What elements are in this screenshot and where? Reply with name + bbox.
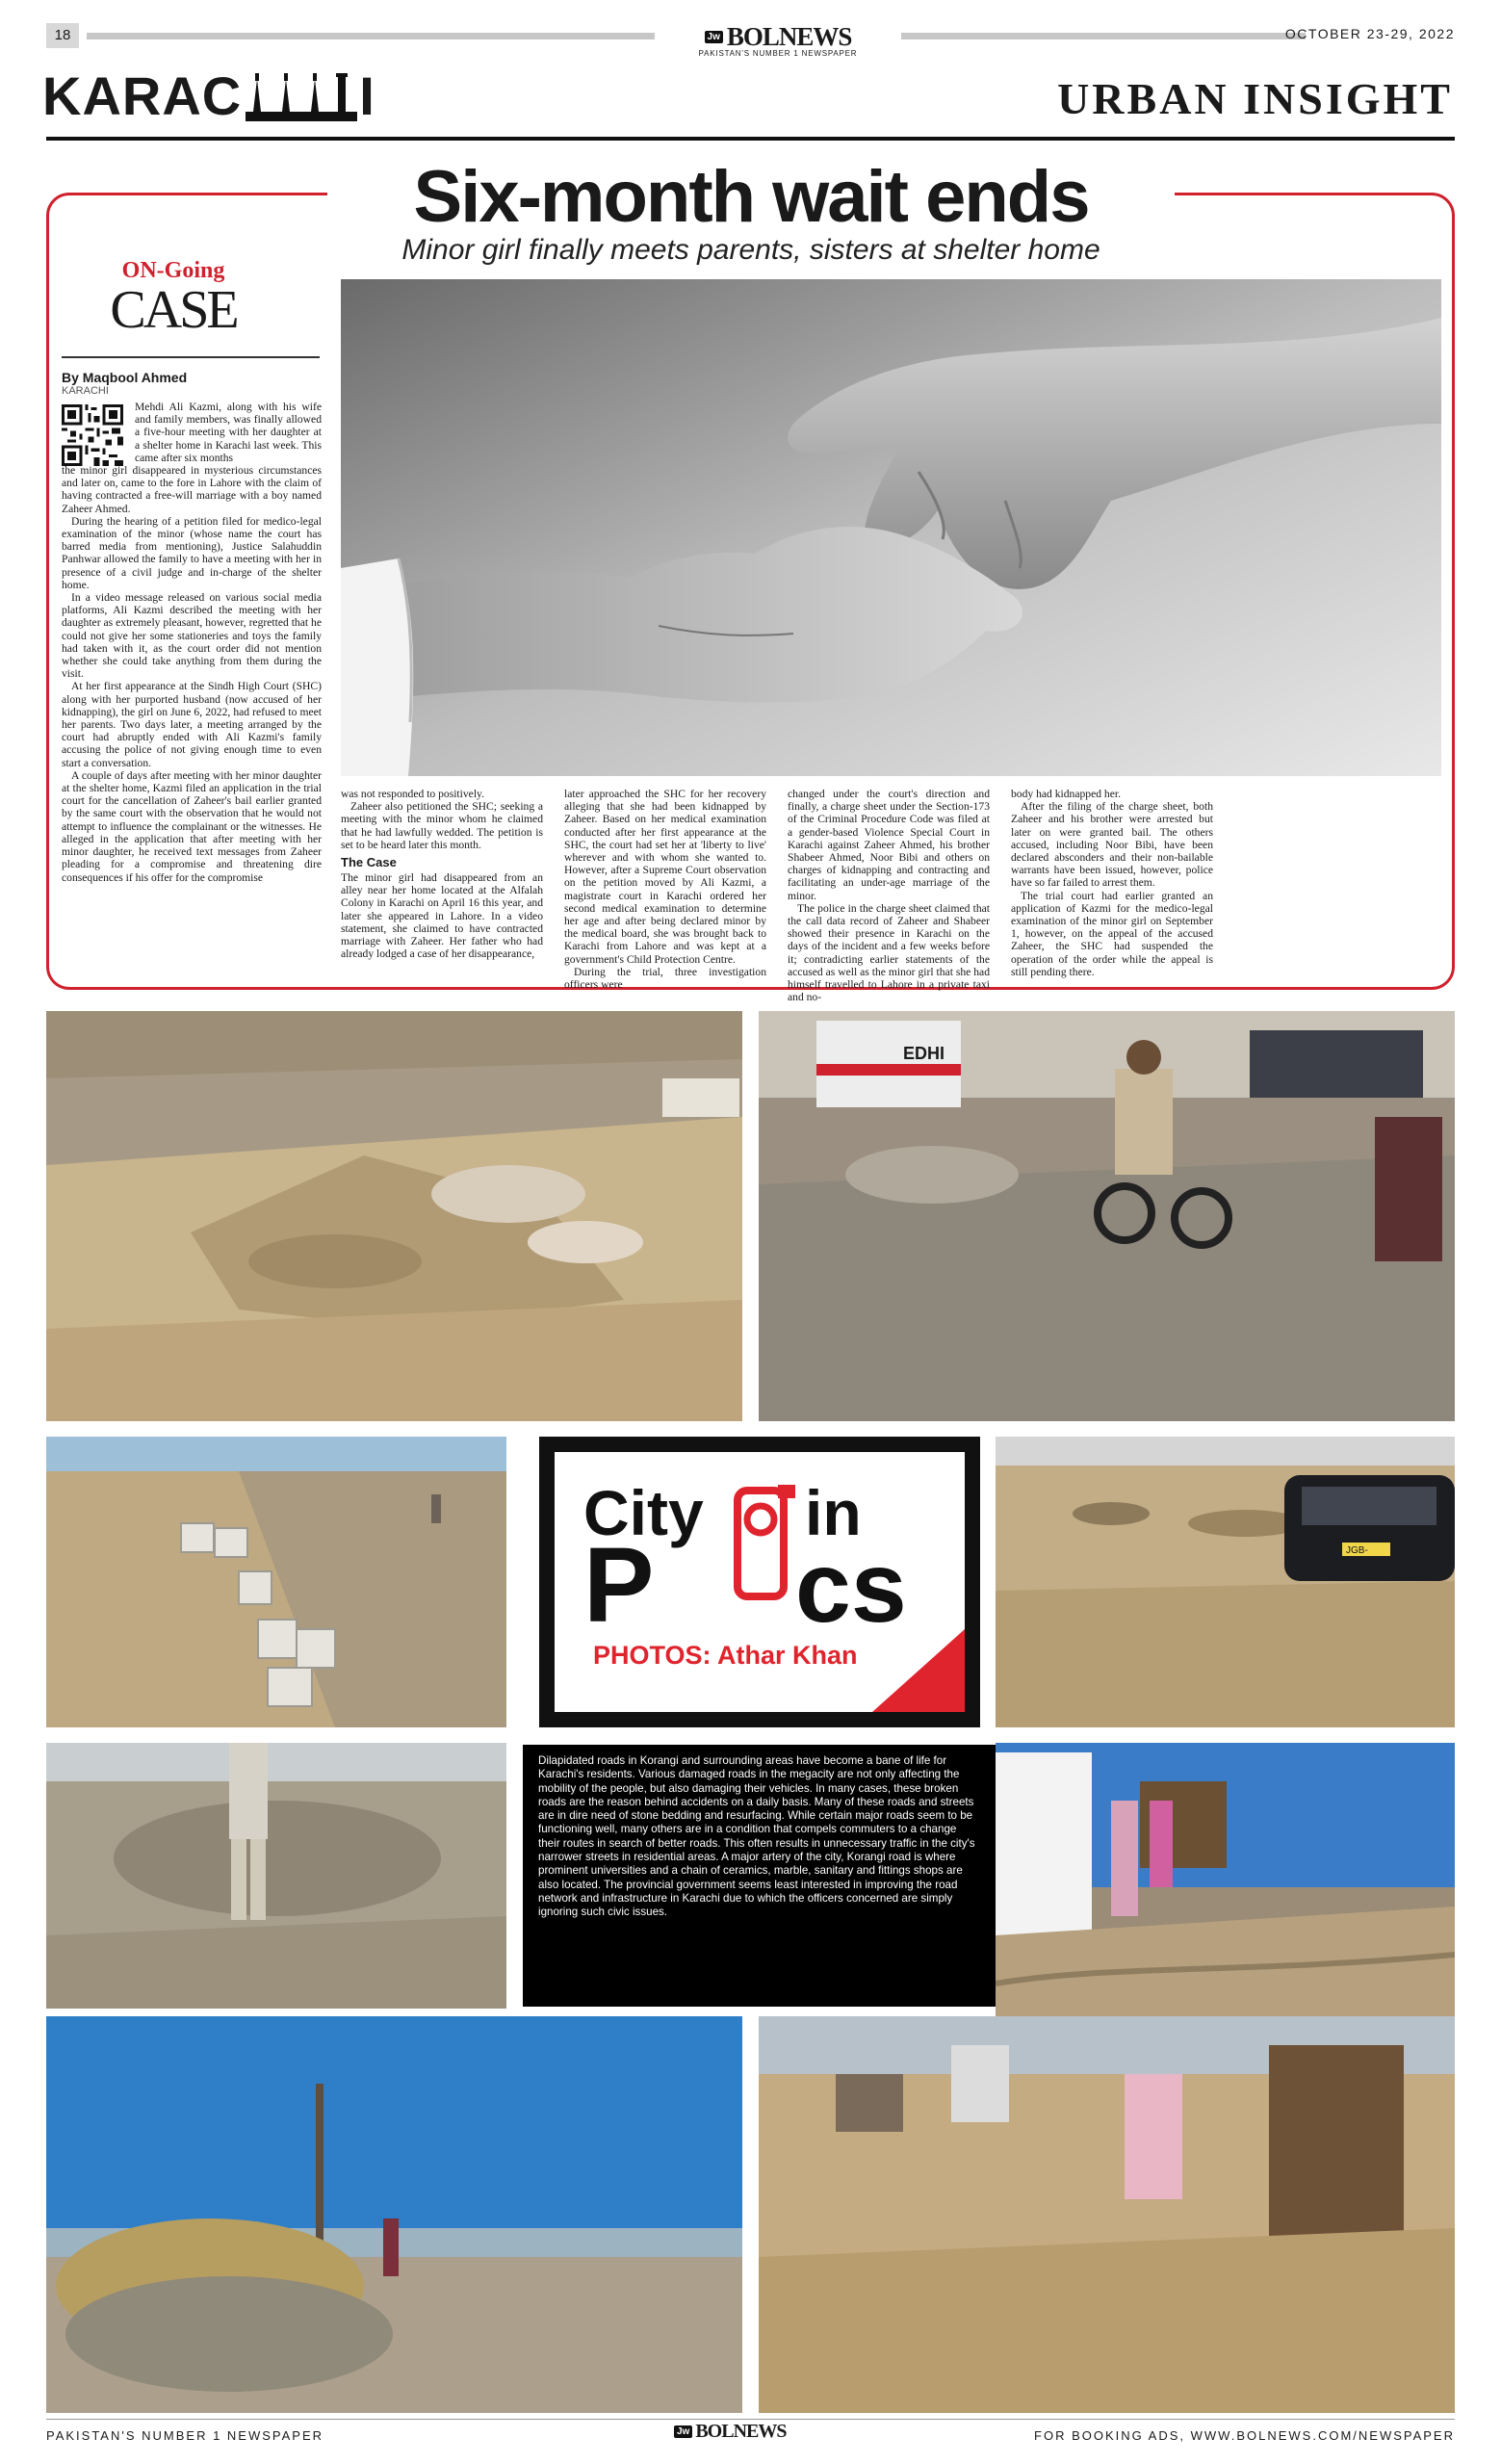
case-rule bbox=[62, 356, 320, 358]
masthead-tagline: PAKISTAN'S NUMBER 1 NEWSPAPER bbox=[698, 49, 858, 58]
headline-wrap bbox=[327, 154, 1175, 241]
section-suffix: I bbox=[359, 65, 375, 126]
case-label-bottom: CASE bbox=[110, 280, 237, 340]
story-column-4 bbox=[788, 788, 990, 1003]
paragraph: The trial court had earlier granted an application of Kazmi for the medico-legal examination of the minor girl on September 1, however, on the appeal of the accused Zaheer, the SHC had suspended the operation of the order while the appeal is still pending there. bbox=[1011, 889, 1213, 978]
city-in-pics-card bbox=[539, 1437, 980, 1727]
paragraph: Mehdi Ali Kazmi, along with his wife and family members, was finally allowed a five-hour meeting with her daughter at a shelter home in Karachi last week. This came after six months bbox=[135, 401, 322, 464]
top-bar bbox=[46, 22, 1455, 58]
story-column-5 bbox=[1011, 788, 1213, 978]
photo-car-potholes[interactable] bbox=[996, 1437, 1455, 1727]
paragraph: The police in the charge sheet claimed that the call data record of Zaheer and Shabeer showed their presence in Karachi on the days of the incident and a few weeks before it; contradicting earlier statements of the accused as well as the minor girl that she had himself travelled to Lahore in a private taxi and no- bbox=[788, 901, 990, 1004]
photo-credit: PHOTOS: Athar Khan bbox=[593, 1641, 858, 1670]
case-label-top: ON-Going bbox=[121, 258, 225, 283]
masthead-badge: Jw bbox=[705, 31, 723, 43]
logo-word-p: P bbox=[583, 1526, 655, 1645]
section-word: KARAC bbox=[42, 65, 243, 126]
footer-rule bbox=[46, 2419, 1455, 2420]
footer-booking-link[interactable]: FOR BOOKING ADS, WWW.BOLNEWS.COM/NEWSPAPER bbox=[1034, 2428, 1455, 2443]
paragraph: body had kidnapped her. bbox=[1011, 788, 1121, 800]
page-number: 18 bbox=[46, 23, 79, 48]
plate-text: JGB- bbox=[1346, 1545, 1368, 1556]
footer-logo-word: BOLNEWS bbox=[695, 2421, 787, 2442]
subheading-the-case: The Case bbox=[341, 855, 397, 870]
author: By Maqbool Ahmed bbox=[62, 370, 188, 385]
dateline: KARACHI bbox=[62, 385, 109, 397]
masthead-logo: BOLNEWS bbox=[726, 22, 852, 51]
hero-photo-holding-hands[interactable] bbox=[341, 279, 1441, 776]
header-rule bbox=[46, 137, 1455, 141]
masthead[interactable] bbox=[667, 23, 889, 58]
paragraph: The minor girl had disappeared from an alley near her home located at the Alfalah Colony in Karachi on April 16 this year, and later she appeared in Lahore. In a video statement, she claimed to have contracted marriage with Zaheer. Her father who had already lodged a case of her disappearance, bbox=[341, 871, 543, 961]
ongoing-case-label bbox=[77, 258, 270, 340]
logo-word-city: City bbox=[583, 1477, 704, 1548]
section-label: URBAN INSIGHT bbox=[1057, 74, 1453, 123]
header-gray-rule-right bbox=[901, 33, 1306, 39]
qr-code-icon[interactable] bbox=[62, 404, 123, 466]
paragraph: the minor girl disappeared in mysterious circumstances and later on, came to the fore in Lahore with the claim of having contracted a free-will marriage with a boy named Zaheer Ahmed. bbox=[62, 464, 322, 515]
footer-logo[interactable] bbox=[674, 2421, 787, 2442]
ambulance-sign: EDHI bbox=[903, 1044, 945, 1063]
paragraph: later approached the SHC for her recovery alleging that she had been kidnapped by Zaheer. Based on her medical examination conducted after her first appearance at the SHC, the court had set her at 'liberty to live' wherever and with whom she wanted to. However, after a Supreme Court observation on the petition moved by Ali Kazmi, a magistrate court in Karachi ordered her second medical examination to determine her age and after being declared minor by the medical board, she was brought back to Karachi from Lahore and was kept at a government's Child Protection Centre. bbox=[564, 788, 766, 966]
paragraph: Zaheer also petitioned the SHC; seeking a meeting with the minor whom he claimed that he had lawfully wedded. The petition is set to be heard later this month. bbox=[341, 800, 543, 851]
footer-badge: Jw bbox=[674, 2425, 692, 2438]
headline: Six-month wait ends bbox=[413, 156, 1089, 238]
paragraph: A couple of days after meeting with her minor daughter at the shelter home, Kazmi filed an application in the trial court for the cancellation of Zaheer's bail earlier granted by the same court with the observation that he would not attempt to influence the complainant or the witnesses. He alleged in the application that after meeting with her minor daughter, he received text messages from Zaheer pleading for a compromise and threatening dire consequences if his offer for the compromise bbox=[62, 768, 322, 884]
logo-word-cs: cs bbox=[795, 1532, 907, 1644]
story-column-1-top bbox=[135, 401, 322, 464]
story-column-3 bbox=[564, 788, 766, 991]
header-gray-rule-left bbox=[87, 33, 655, 39]
paragraph: was not responded to positively. bbox=[341, 788, 484, 800]
paragraph: changed under the court's direction and finally, a charge sheet under the Section-173 of the Criminal Procedure Code was filed at a gender-based Violence Special Court in Karachi against Zaheer Ahmed, his brother Shabeer Ahmed, Noor Bibi and others on charges of kidnapping and contracting and facilitating an under-age marriage of the minor. bbox=[788, 788, 990, 902]
story-column-1 bbox=[62, 464, 322, 884]
photo-broken-road-rubble[interactable] bbox=[46, 1011, 742, 1421]
skyline-icon bbox=[244, 69, 359, 123]
photo-crowded-road-motorcycles[interactable] bbox=[759, 2016, 1455, 2413]
paragraph: After the filing of the charge sheet, both Zaheer and his brother were arrested but later on were granted bail. The others accused, including Noor Bibi, have been declared absconders and their non-bailable warrants have been issued, however, police have so far failed to arrest them. bbox=[1011, 800, 1213, 890]
city-in-pics-logo bbox=[555, 1452, 965, 1712]
subheadline: Minor girl finally meets parents, sisters at shelter home bbox=[401, 234, 1100, 266]
paragraph: At her first appearance at the Sindh High Court (SHC) along with her purported husband (now accused of her kidnapping), the girl on June 6, 2022, had refused to meet her parents. Two days later, a meeting arranged by the court had abruptly ended with Ali Kazmi's family accusing the police of not giving enough time to even start a conversation. bbox=[62, 680, 322, 769]
photo-road-concrete-blocks[interactable] bbox=[46, 1437, 506, 1727]
footer-tagline: PAKISTAN'S NUMBER 1 NEWSPAPER bbox=[46, 2428, 324, 2443]
byline bbox=[62, 370, 322, 397]
photo-caption: Dilapidated roads in Korangi and surrounding areas have become a bane of life for Karachi's residents. Various damaged roads in the megacity are not only affecting the mobility of the people, but also damaging their vehicles. In many cases, these broken roads are the reason behind accidents on a daily basis. Many of these roads and streets are in dire need of stone bedding and resurfacing. While certain major roads seem to be functioning well, many others are in a condition that compels commuters to a change their routes in search of better roads. This often results in unnecessary traffic in the city's narrower streets in residential areas. A major artery of the city, Korangi road is where prominent universities and a chain of ceramics, marble, sanitary and fittings shops are also located. The provincial government seems least interested in improving the road network and infrastructure in Karachi due to which the officers concerned are simply ignoring such civic issues. bbox=[523, 1745, 996, 2007]
photo-pedestrian-dusty-road[interactable] bbox=[46, 1743, 506, 2009]
paragraph: In a video message released on various social media platforms, Ali Kazmi described the meeting with her daughter as extremely pleasant, however, regretted that he could not give her some stationeries and toys the family had taken with it, as the court order did not mention whether she could take anything from them during the visit. bbox=[62, 591, 322, 681]
photo-pushing-rickshaw[interactable] bbox=[996, 1743, 1455, 2028]
photo-dry-bush-power-pole[interactable] bbox=[46, 2016, 742, 2413]
story-column-2 bbox=[341, 788, 543, 960]
paragraph: During the trial, three investigation officers were bbox=[564, 965, 766, 992]
photo-motorcyclists-traffic[interactable] bbox=[759, 1011, 1455, 1421]
issue-date: OCTOBER 23-29, 2022 bbox=[1284, 26, 1455, 41]
paragraph: During the hearing of a petition filed for medico-legal examination of the minor (whose name the court has barred media from mentioning), Justice Salahuddin Panhwar allowed the family to have a meeting with her in presence of a civil judge and in-charge of the shelter home. bbox=[62, 514, 322, 591]
section-name bbox=[42, 65, 375, 127]
logo-word-in: in bbox=[805, 1477, 862, 1548]
